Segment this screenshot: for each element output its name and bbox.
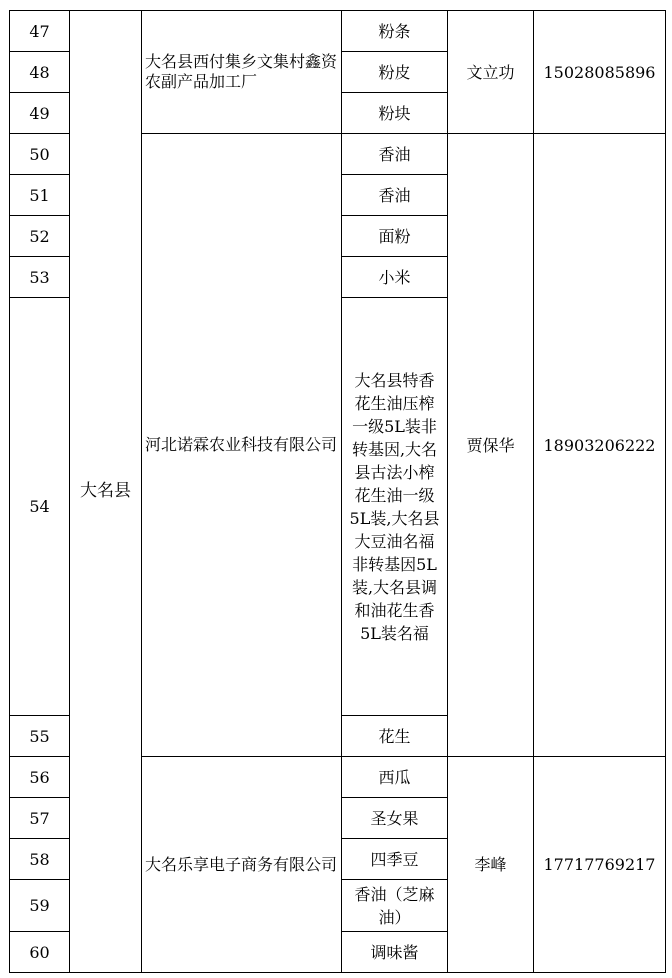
company-name: 大名乐享电子商务有限公司 (142, 757, 342, 973)
contact-name: 贾保华 (448, 134, 534, 757)
product-name: 香油 (342, 134, 448, 175)
row-number: 49 (10, 93, 70, 134)
contact-name: 文立功 (448, 11, 534, 134)
product-name: 粉条 (342, 11, 448, 52)
row-number: 54 (10, 298, 70, 716)
row-number: 48 (10, 52, 70, 93)
row-number: 50 (10, 134, 70, 175)
product-name: 圣女果 (342, 798, 448, 839)
product-name: 西瓜 (342, 757, 448, 798)
product-table (9, 10, 666, 973)
row-number: 59 (10, 880, 70, 932)
row-number: 57 (10, 798, 70, 839)
row-number: 51 (10, 175, 70, 216)
row-number: 53 (10, 257, 70, 298)
phone-number: 17717769217 (534, 757, 666, 973)
row-number: 55 (10, 716, 70, 757)
row-number: 56 (10, 757, 70, 798)
phone-number: 15028085896 (534, 11, 666, 134)
table-row (10, 11, 666, 52)
phone-number: 18903206222 (534, 134, 666, 757)
row-number: 52 (10, 216, 70, 257)
company-name: 大名县西付集乡文集村鑫资农副产品加工厂 (142, 11, 342, 134)
product-name: 四季豆 (342, 839, 448, 880)
product-name: 调味酱 (342, 932, 448, 973)
product-name: 香油（芝麻油） (342, 880, 448, 932)
product-name: 粉皮 (342, 52, 448, 93)
product-name: 面粉 (342, 216, 448, 257)
product-name: 粉块 (342, 93, 448, 134)
row-number: 60 (10, 932, 70, 973)
contact-name: 李峰 (448, 757, 534, 973)
product-name: 花生 (342, 716, 448, 757)
product-name: 香油 (342, 175, 448, 216)
company-name: 河北诺霖农业科技有限公司 (142, 134, 342, 757)
row-number: 58 (10, 839, 70, 880)
row-number: 47 (10, 11, 70, 52)
county-cell: 大名县 (70, 11, 142, 973)
product-name: 小米 (342, 257, 448, 298)
product-name: 大名县特香花生油压榨一级5L装非转基因,大名县古法小榨花生油一级5L装,大名县大豆油名福非转基因5L装,大名县调和油花生香5L装名福 (342, 298, 448, 716)
